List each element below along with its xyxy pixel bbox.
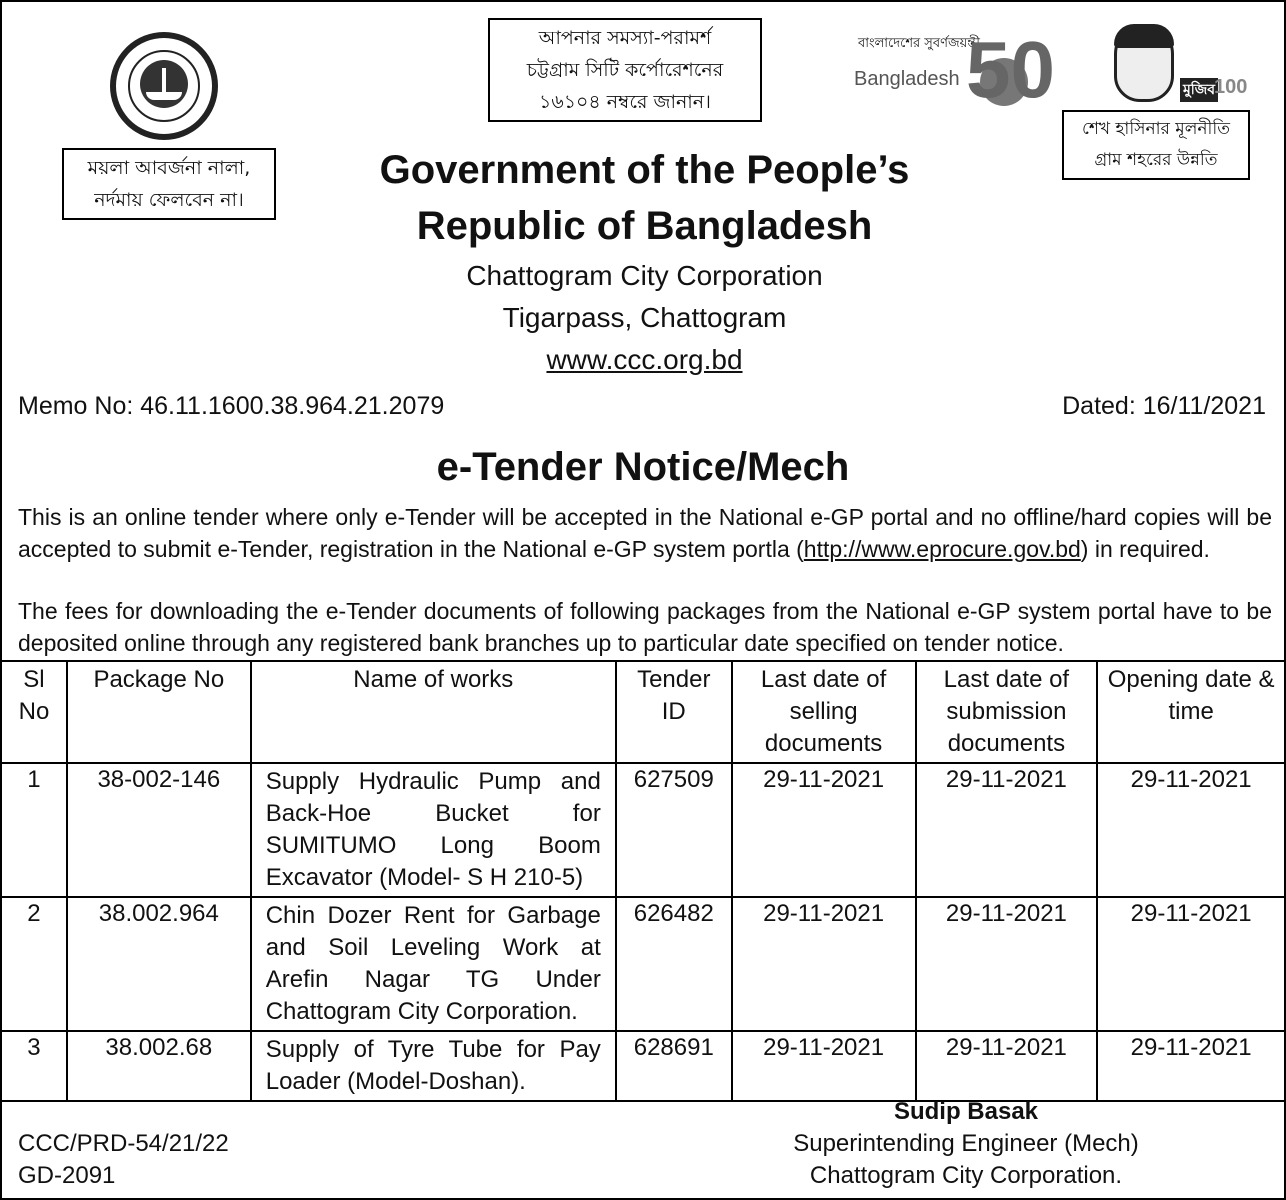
- portrait-hair: [1114, 24, 1174, 48]
- tender-table: [0, 660, 1286, 1102]
- eprocure-link[interactable]: http://www.eprocure.gov.bd: [803, 535, 1081, 562]
- gov-title-line-2: Republic of Bangladesh: [416, 204, 873, 248]
- center-slogan-box: [488, 18, 762, 122]
- cell-submission-date: 29-11-2021: [916, 897, 1098, 1031]
- cell-tender-id: 627509: [616, 763, 732, 897]
- cell-opening-date: 29-11-2021: [1097, 1031, 1285, 1101]
- center-slogan-line-1: আপনার সমস্যা-পরামর্শ: [538, 27, 712, 49]
- cell-sl: 3: [1, 1031, 67, 1101]
- cell-opening-date: 29-11-2021: [1097, 763, 1285, 897]
- memo-number: Memo No: 46.11.1600.38.964.21.2079: [18, 392, 445, 420]
- logo-mast: [162, 68, 166, 92]
- memo-date: Dated: 16/11/2021: [1062, 392, 1266, 420]
- cell-sl: 1: [1, 763, 67, 897]
- header-submission-date: Last date of submission documents: [916, 661, 1098, 763]
- cell-submission-date: 29-11-2021: [916, 763, 1098, 897]
- signatory-title: Superintending Engineer (Mech): [793, 1130, 1139, 1157]
- cell-package: 38-002-146: [67, 763, 251, 897]
- center-slogan-line-2: চট্টগ্রাম সিটি কর্পোরেশনের: [526, 59, 724, 81]
- header-sl-no: Sl No: [1, 661, 67, 763]
- cell-opening-date: 29-11-2021: [1097, 897, 1285, 1031]
- left-slogan-box: [62, 148, 276, 220]
- cell-sl: 2: [1, 897, 67, 1031]
- header-package-no: Package No: [67, 661, 251, 763]
- table-row: [1, 763, 1285, 897]
- intro-text-end: ) in required.: [1080, 535, 1210, 562]
- header-name-of-works: Name of works: [251, 661, 616, 763]
- cell-name-of-works: Chin Dozer Rent for Garbage and Soil Leveling Work at Arefin Nagar TG Under Chattogram City Corporation.: [251, 897, 616, 1031]
- mujib-number: 100: [1214, 76, 1248, 98]
- cell-selling-date: 29-11-2021: [732, 1031, 916, 1101]
- intro-paragraph: [18, 502, 1272, 565]
- website-link[interactable]: www.ccc.org.bd: [546, 344, 743, 375]
- notice-title: e-Tender Notice/Mech: [436, 445, 850, 489]
- right-slogan-box: [1062, 110, 1250, 180]
- jubilee-bangla-text: বাংলাদেশের সুবর্ণজয়ন্তী: [858, 36, 980, 51]
- cell-selling-date: 29-11-2021: [732, 897, 916, 1031]
- left-slogan-line-1: ময়লা আবর্জনা নালা,: [87, 157, 251, 179]
- header-selling-date: Last date of selling documents: [732, 661, 916, 763]
- mujib-label: মুজিব: [1180, 78, 1218, 102]
- ccc-logo: [110, 32, 218, 140]
- gov-title-line-1: Government of the People’s: [379, 148, 910, 192]
- right-slogan-line-1: শেখ হাসিনার মূলনীতি: [1081, 119, 1231, 139]
- jubilee-english-text: Bangladesh: [854, 68, 960, 90]
- reference-code-1: CCC/PRD-54/21/22: [18, 1130, 229, 1157]
- cell-name-of-works: Supply Hydraulic Pump and Back-Hoe Bucket for SUMITUMO Long Boom Excavator (Model- S H 210-5): [251, 763, 616, 897]
- golden-jubilee-emblem: [848, 20, 1055, 124]
- org-name: Chattogram City Corporation: [466, 260, 823, 291]
- reference-code-2: GD-2091: [18, 1162, 116, 1189]
- header-opening-date: Opening date & time: [1097, 661, 1285, 763]
- cell-selling-date: 29-11-2021: [732, 763, 916, 897]
- jubilee-number: 50: [966, 25, 1055, 114]
- intro-text-start: This is an online tender where only e-Tender will be accepted in the National e-GP portal and no offline/hard copies will be accepted to submit e-Tender, registration in the National e-GP system portla (: [18, 504, 1272, 562]
- cell-tender-id: 626482: [616, 897, 732, 1031]
- cell-submission-date: 29-11-2021: [916, 1031, 1098, 1101]
- left-slogan-line-2: নর্দমায় ফেলবেন না।: [94, 189, 244, 211]
- header-tender-id: Tender ID: [616, 661, 732, 763]
- fees-paragraph: The fees for downloading the e-Tender documents of following packages from the National e-GP system portal have to be deposited online through any registered bank branches up to particular date specified on tender notice.: [18, 598, 1272, 656]
- cell-package: 38.002.68: [67, 1031, 251, 1101]
- signatory-name: Sudip Basak: [893, 1098, 1039, 1125]
- cell-tender-id: 628691: [616, 1031, 732, 1101]
- cell-name-of-works: Supply of Tyre Tube for Pay Loader (Model-Doshan).: [251, 1031, 616, 1101]
- center-slogan-line-3: ১৬১০৪ নম্বরে জানান।: [539, 91, 711, 113]
- cell-package: 38.002.964: [67, 897, 251, 1031]
- org-address: Tigarpass, Chattogram: [502, 302, 787, 333]
- table-row: [1, 897, 1285, 1031]
- table-row: [1, 1031, 1285, 1101]
- table-header-row: [1, 661, 1285, 763]
- right-slogan-line-2: গ্রাম শহরের উন্নতি: [1094, 150, 1218, 170]
- signatory-org: Chattogram City Corporation.: [809, 1162, 1123, 1189]
- logo-boat: [146, 92, 182, 100]
- mujib-100-logo: [1088, 22, 1248, 108]
